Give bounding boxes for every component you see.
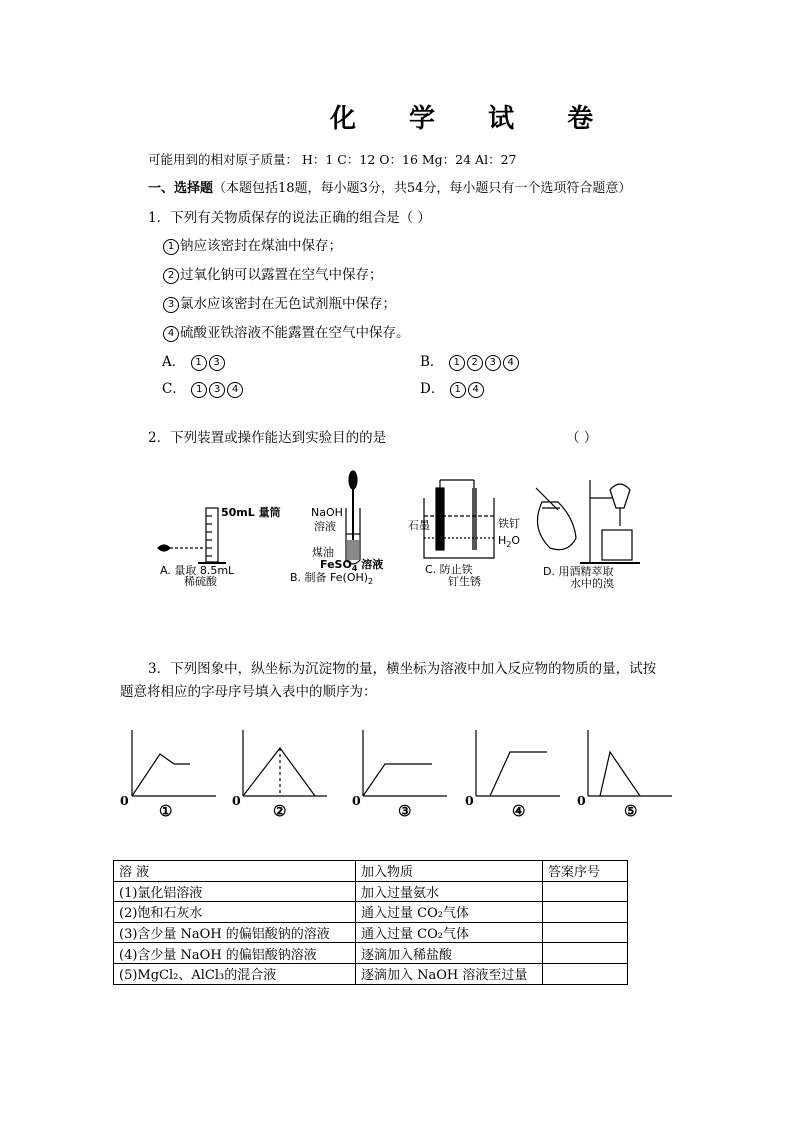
- label-naoh-2: 溶液: [314, 520, 336, 533]
- option-d: [420, 377, 485, 398]
- table-header: 溶 液: [114, 861, 356, 882]
- q1-statement: [162, 292, 396, 313]
- extraction-apparatus: [536, 480, 640, 563]
- caption-d-2: 水中的溴: [570, 577, 614, 590]
- circled-number: 3: [209, 382, 225, 398]
- circled-number: 4: [163, 326, 179, 342]
- table-row: [114, 922, 628, 943]
- graph-origin: 0: [465, 793, 474, 808]
- table-row: [114, 902, 628, 923]
- added-cell: 通入过量 CO₂气体: [356, 902, 543, 923]
- graph-4: [476, 730, 560, 796]
- solution-cell: (5)MgCl₂、AlCl₃的混合液: [114, 963, 356, 984]
- circled-number: 1: [450, 382, 466, 398]
- circled-number: 1: [449, 355, 465, 371]
- option-letter: D．: [420, 381, 445, 397]
- solution-cell: (4)含少量 NaOH 的偏铝酸钠溶液: [114, 943, 356, 964]
- statement-text: 过氧化钠可以露置在空气中保存；: [180, 267, 383, 283]
- caption-c-1: C. 防止铁: [425, 563, 473, 576]
- answer-cell[interactable]: [543, 943, 628, 964]
- cylinder-apparatus: [158, 508, 226, 563]
- caption-d-1: D. 用酒精萃取: [543, 565, 614, 578]
- table-header-row: [114, 861, 628, 882]
- statement-text: 硫酸亚铁溶液不能露置在空气中保存。: [180, 325, 410, 341]
- answer-cell[interactable]: [543, 881, 628, 902]
- option-letter: A．: [162, 354, 186, 370]
- graph-origin: 0: [232, 793, 241, 808]
- statement-text: 钠应该密封在煤油中保存；: [180, 238, 342, 254]
- option-c: [162, 377, 244, 398]
- solution-cell: (3)含少量 NaOH 的偏铝酸钠的溶液: [114, 922, 356, 943]
- graph-label: ③: [398, 802, 412, 820]
- label-oil: 煤油: [312, 546, 334, 559]
- circled-number: 1: [163, 239, 179, 255]
- answer-cell[interactable]: [543, 902, 628, 923]
- table-row: [114, 943, 628, 964]
- circled-number: 4: [227, 382, 243, 398]
- graph-5: [588, 730, 672, 796]
- graph-3: [363, 730, 447, 796]
- label-naoh-1: NaOH: [311, 506, 343, 519]
- graph-label: ①: [159, 802, 173, 820]
- label-cylinder: 50mL 量筒: [221, 506, 281, 519]
- option-letter: B．: [420, 354, 444, 370]
- graph-label: ⑤: [624, 802, 638, 820]
- q2-answer-paren: （ ）: [566, 430, 598, 446]
- page-title: 化 学 试 卷: [330, 104, 616, 134]
- table-header: 加入物质: [356, 861, 543, 882]
- circled-number: 1: [191, 382, 207, 398]
- atomic-masses: 可能用到的相对原子质量： H：1 C：12 O：16 Mg：24 Al：27: [148, 152, 517, 167]
- added-cell: 加入过量氨水: [356, 881, 543, 902]
- q1-statement: [162, 321, 410, 342]
- label-water: $H_2O$: [498, 534, 521, 550]
- answer-table: [113, 860, 628, 985]
- option-b: [420, 350, 520, 371]
- graph-origin: 0: [577, 793, 586, 808]
- circled-number: 3: [209, 355, 225, 371]
- circled-number: 1: [191, 355, 207, 371]
- q3-stem-line1: 3．下列图象中，纵坐标为沉淀物的量，横坐标为溶液中加入反应物的物质的量，试按: [148, 661, 657, 677]
- table-header: 答案序号: [543, 861, 628, 882]
- section-note: （本题包括18题，每小题3分，共54分，每小题只有一个选项符合题意）: [213, 181, 632, 196]
- caption-a-1: A. 量取 8.5mL: [160, 564, 235, 577]
- answer-cell[interactable]: [543, 922, 628, 943]
- q2-stem: 2．下列装置或操作能达到实验目的的是: [148, 430, 387, 446]
- graph-origin: 0: [120, 793, 129, 808]
- label-graphite: 石墨: [408, 519, 430, 532]
- section-header: [148, 177, 631, 196]
- q1-statement: [162, 263, 383, 284]
- option-letter: C．: [162, 381, 186, 397]
- graph-origin: 0: [352, 793, 361, 808]
- statement-text: 氯水应该密封在无色试剂瓶中保存；: [180, 296, 396, 312]
- graph-label: ②: [273, 802, 287, 820]
- circled-number: 3: [163, 297, 179, 313]
- q1-statement: [162, 234, 342, 255]
- table-row: [114, 881, 628, 902]
- section-label: 一、选择题: [148, 181, 214, 196]
- solution-cell: (1)氯化铝溶液: [114, 881, 356, 902]
- label-nail: 铁钉: [498, 517, 520, 530]
- added-cell: 逐滴加入 NaOH 溶液至过量: [356, 963, 543, 984]
- caption-b: B. 制备 $Fe(OH)_2$: [290, 571, 374, 587]
- answer-cell[interactable]: [543, 963, 628, 984]
- table-row: [114, 963, 628, 984]
- graph-1: [132, 730, 216, 796]
- circled-number: 4: [468, 382, 484, 398]
- added-cell: 通入过量 CO₂气体: [356, 922, 543, 943]
- test-tube-apparatus: [346, 471, 360, 564]
- caption-c-2: 钉生锈: [448, 575, 481, 588]
- option-a: [162, 350, 226, 371]
- circled-number: 2: [163, 268, 179, 284]
- caption-a-2: 稀硫酸: [184, 575, 217, 588]
- graph-label: ④: [512, 802, 526, 820]
- graph-2: [243, 730, 327, 796]
- circled-number: 4: [503, 355, 519, 371]
- q3-stem-line2: 题意将相应的字母序号填入表中的顺序为：: [120, 684, 377, 700]
- added-cell: 逐滴加入稀盐酸: [356, 943, 543, 964]
- beaker-apparatus: [424, 480, 494, 558]
- circled-number: 2: [467, 355, 483, 371]
- q1-stem: 1．下列有关物质保存的说法正确的组合是（ ）: [148, 210, 431, 226]
- solution-cell: (2)饱和石灰水: [114, 902, 356, 923]
- label-feso4: FeSO$_4$ 溶液: [320, 558, 384, 574]
- circled-number: 3: [485, 355, 501, 371]
